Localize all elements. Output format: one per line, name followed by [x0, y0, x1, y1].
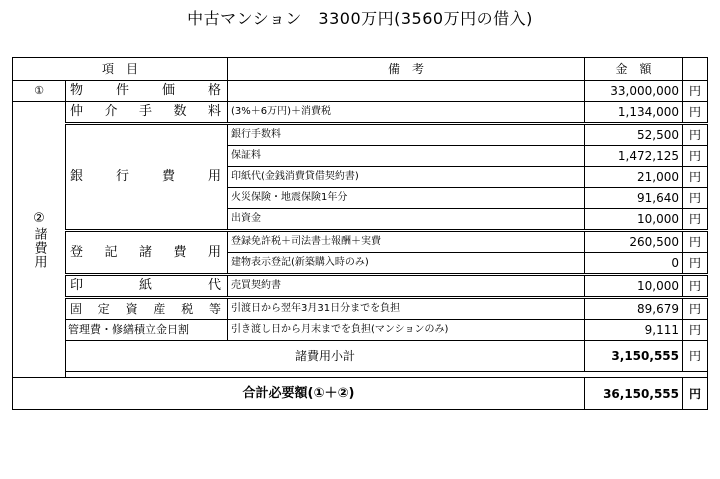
unit-label: 円 [683, 167, 708, 188]
bank-amount: 10,000 [585, 209, 683, 231]
unit-label: 円 [683, 188, 708, 209]
unit-label: 円 [683, 253, 708, 275]
bank-amount: 52,500 [585, 124, 683, 146]
unit-label: 円 [683, 124, 708, 146]
bank-remarks: 銀行手数料 [228, 124, 585, 146]
registry-amount: 0 [585, 253, 683, 275]
property-tax-label: 固 定 資 産 税 等 [66, 298, 228, 320]
header-amount: 金 額 [585, 58, 683, 81]
subtotal-amount: 3,150,555 [585, 341, 683, 372]
unit-label: 円 [683, 275, 708, 298]
unit-label: 円 [683, 320, 708, 341]
management-remarks: 引き渡し日から月末までを負担(マンションのみ) [228, 320, 585, 341]
property-amount: 33,000,000 [585, 81, 683, 102]
property-tax-remarks: 引渡日から翌年3月31日分までを負担 [228, 298, 585, 320]
group-number: ② [33, 211, 45, 226]
management-amount: 9,111 [585, 320, 683, 341]
bank-remarks: 出資金 [228, 209, 585, 231]
stamp-amount: 10,000 [585, 275, 683, 298]
registry-amount: 260,500 [585, 231, 683, 253]
table-row-brokerage [13, 102, 708, 124]
page-title: 中古マンション 3300万円(3560万円の借入) [187, 9, 533, 28]
bank-remarks: 火災保険・地震保険1年分 [228, 188, 585, 209]
property-remarks [228, 81, 585, 102]
registry-remarks: 登録免許税＋司法書士報酬＋実費 [228, 231, 585, 253]
registry-label: 登 記 諸 費 用 [66, 231, 228, 275]
unit-label: 円 [683, 102, 708, 124]
table-row-subtotal [13, 341, 708, 372]
total-label: 合計必要額(①＋②) [13, 378, 585, 410]
total-amount: 36,150,555 [585, 378, 683, 410]
registry-remarks: 建物表示登記(新築購入時のみ) [228, 253, 585, 275]
subtotal-label: 諸費用小計 [66, 341, 585, 372]
bank-remarks: 保証料 [228, 146, 585, 167]
property-label: 物 件 価 格 [66, 81, 228, 102]
unit-label: 円 [683, 81, 708, 102]
bank-amount: 91,640 [585, 188, 683, 209]
table-row-property [13, 81, 708, 102]
table-row-registry-1 [13, 231, 708, 253]
unit-label: 円 [683, 146, 708, 167]
bank-amount: 21,000 [585, 167, 683, 188]
management-label: 管理費・修繕積立金日割 [66, 320, 228, 341]
header-unit-blank [683, 58, 708, 81]
bank-amount: 1,472,125 [585, 146, 683, 167]
expense-table [12, 57, 708, 410]
bank-label: 銀 行 費 用 [66, 124, 228, 231]
table-header-row [13, 58, 708, 81]
unit-label: 円 [683, 209, 708, 231]
group-label: 諸費用 [31, 227, 47, 269]
expenses-group-label [13, 102, 66, 378]
bank-remarks: 印紙代(金銭消費貸借契約書) [228, 167, 585, 188]
stamp-remarks: 売買契約書 [228, 275, 585, 298]
brokerage-remarks: (3%＋6万円)＋消費税 [228, 102, 585, 124]
table-row-property-tax [13, 298, 708, 320]
unit-label: 円 [683, 231, 708, 253]
row-number: ① [13, 81, 66, 102]
unit-label: 円 [683, 378, 708, 410]
table-row-bank-1 [13, 124, 708, 146]
stamp-label: 印 紙 代 [66, 275, 228, 298]
unit-label: 円 [683, 298, 708, 320]
brokerage-label: 仲 介 手 数 料 [66, 102, 228, 124]
header-remarks: 備 考 [228, 58, 585, 81]
header-item: 項 目 [13, 58, 228, 81]
table-row-stamp [13, 275, 708, 298]
table-row-management [13, 320, 708, 341]
table-row-total [13, 378, 708, 410]
brokerage-amount: 1,134,000 [585, 102, 683, 124]
unit-label: 円 [683, 341, 708, 372]
property-tax-amount: 89,679 [585, 298, 683, 320]
